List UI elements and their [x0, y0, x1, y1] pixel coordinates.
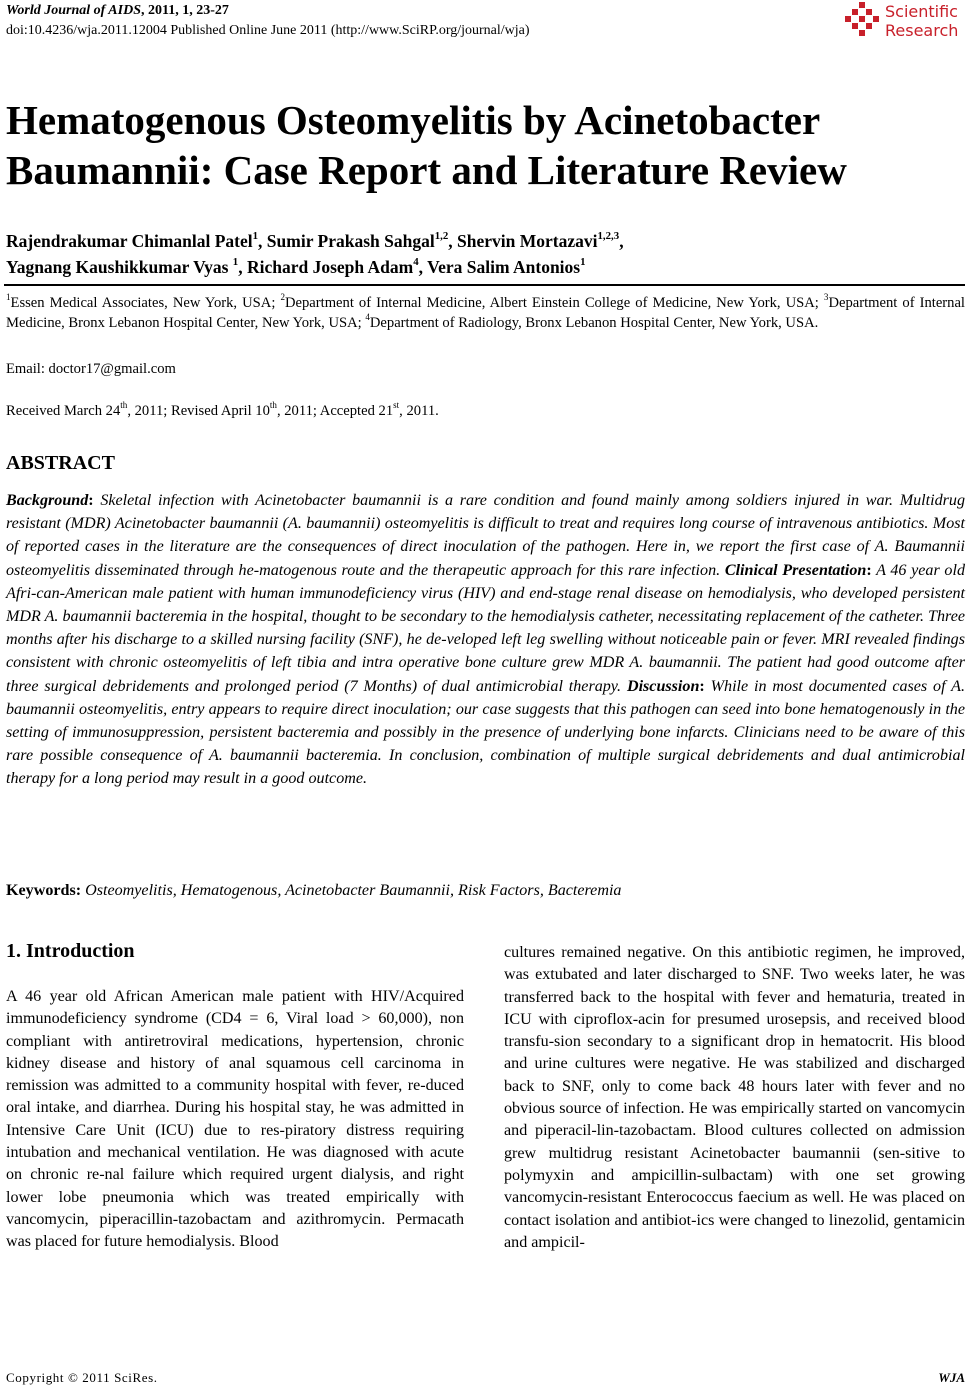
author: Shervin Mortazavi: [457, 231, 598, 251]
publisher-logo: [845, 2, 967, 42]
author-list: Rajendrakumar Chimanlal Patel$^1$, Sumir Prakash Sahgal$^{1,2}$, Shervin Mortazavi$^{1,2,3}$, Yagnang Kaushikkumar Vyas $^1$, Richard Joseph Adam$^4$, Vera Salim Antonios$^1$: [6, 230, 624, 277]
doi-line: doi:10.4236/wja.2011.12004 Published Online June 2011 (http://www.SciRP.org/journal/wja): [6, 23, 530, 38]
paper-title: Hematogenous Osteomyelitis by Acinetobacter Baumannii: Case Report and Literature Review: [6, 97, 847, 193]
abstract-heading: ABSTRACT: [6, 452, 115, 474]
header-divider: [4, 284, 965, 286]
author: Rajendrakumar Chimanlal Patel: [6, 231, 253, 251]
author: Richard Joseph Adam: [246, 257, 414, 277]
keywords-label: Keywords: [6, 882, 76, 899]
journal-issue: , 2011, 1, 23-27: [140, 3, 229, 18]
abstract-label-clinical: Clinical Presentation: [724, 561, 867, 579]
author: Sumir Prakash Sahgal: [266, 231, 435, 251]
body-column-left: A 46 year old African American male patient with HIV/Acquired immunodeficiency syndrome (CD4 = 6, Viral load > 60,000), non compliant with antiretroviral medications, hypertension, chronic kidney disease and history of anal squamous cell carcinoma in remission was admitted to a community hospital with fever, re-duced oral intake, and diarrhea. During his hospital stay, he was admitted in Intensive Care Unit (ICU) due to res-piratory distress requiring intubation and mechanical ventilation. He was diagnosed with acute on chronic re-nal failure which required urgent dialysis, and right lower lobe pneumonia which was treated empirically with vancomycin, piperacillin-tazobactam and azithromycin. Permacath was placed for future hemodialysis. Blood: [6, 988, 464, 1251]
abstract-label-discussion: Discussion: [626, 677, 700, 695]
publisher-logo-text: Scientific Research: [885, 2, 959, 40]
abstract-label-background: Background: [6, 492, 89, 509]
received-dates: Received March 24th, 2011; Revised April 10th, 2011; Accepted 21st, 2011.: [6, 400, 439, 419]
keywords: Keywords: Osteomyelitis, Hematogenous, Acinetobacter Baumannii, Risk Factors, Bacteremia: [6, 882, 622, 899]
footer-copyright: Copyright © 2011 SciRes.: [6, 1370, 158, 1385]
author: Vera Salim Antonios: [427, 257, 581, 277]
journal-name: World Journal of AIDS, 2011, 1, 23-27: [6, 3, 229, 18]
author: Yagnang Kaushikkumar Vyas: [6, 257, 233, 277]
affiliations: $^1$Essen Medical Associates, New York, USA; $^2$Department of Internal Medicine, Albert Einstein College of Medicine, New York, USA; $^3$Department of Internal Medicine, Bronx Lebanon Hospital Center, New York, USA; $^4$Department of Radiology, Bronx Lebanon Hospital Center, New York, USA.: [6, 292, 965, 331]
contact-email: Email: doctor17@gmail.com: [6, 361, 176, 377]
footer-journal-abbr: WJA: [938, 1370, 965, 1385]
body-column-right: cultures remained negative. On this antibiotic regimen, he improved, was extubated and later discharged to SNF. Two weeks later, he was transferred back to the hospital with fever and hematuria, treated in ICU with ciproflox-acin for presumed urosepsis, and received blood transfu-sion secondary to a significant drop in hematocrit. His blood and urine cultures were negative. He was stabilized and discharged back to SNF, only to come back 48 hours later with fever and no obvious source of infection. He was empirically started on vancomycin and piperacil-lin-tazobactam. Blood cultures collected on admission grew multidrug resistant Acinetobacter baumannii (sen-sitive to polymyxin and ampicillin-sulbactam) with one set growing vancomycin-resistant Enterococcus faecium as well. He was placed on contact isolation and antibiot-ics were changed to linezolid, gentamicin and ampicil-: [504, 944, 965, 1251]
section-heading-introduction: 1. Introduction: [6, 940, 135, 962]
scientific-research-logo-icon: [845, 2, 879, 38]
abstract-body: Background: Skeletal infection with Acinetobacter baumannii is a rare condition and found mainly among soldiers injured in war. Multidrug resistant (MDR) Acinetobacter baumannii (A. baumannii) osteomyelitis is difficult to treat and requires long course of intravenous antibiotics. Most of reported cases in the literature are the consequences of direct inoculation of the pathogen. Here in, we report the first case of A. Baumannii osteomyelitis disseminated through he-matogenous route and the therapeutic approach for this rare infection. Clinical Presentation: A 46 year old Afri-can-American male patient with human immunodeficiency virus (HIV) and end-stage renal disease on hemodialysis, who developed persistent MDR A. baumannii bacteremia in the hospital, thought to be secondary to the hemodialysis catheter, necessitating replacement of the catheter. Three months after his discharge to a skilled nursing facility (SNF), he de-veloped left leg swelling without noticeable pain or fever. MRI revealed findings consistent with chronic osteomyelitis of left tibia and intra operative bone culture grew MDR A. baumannii. The patient had good outcome after three surgical debridements and prolonged period (7 Months) of dual antimicrobial therapy. Discussion: While in most documented cases of A. baumannii osteomyelitis, entry appears to require direct inoculation; our case suggests that this pathogen can seed into bone hematogenously in the setting of immunosuppression, persistent bacteremia and possibly in the presence of underlying bone infarcts. Clinicians need to be aware of this rare possible consequence of A. baumannii bacteremia. In conclusion, combination of multiple surgical debridements and dual antimicrobial therapy for a long period may result in a good outcome.: [6, 492, 965, 788]
